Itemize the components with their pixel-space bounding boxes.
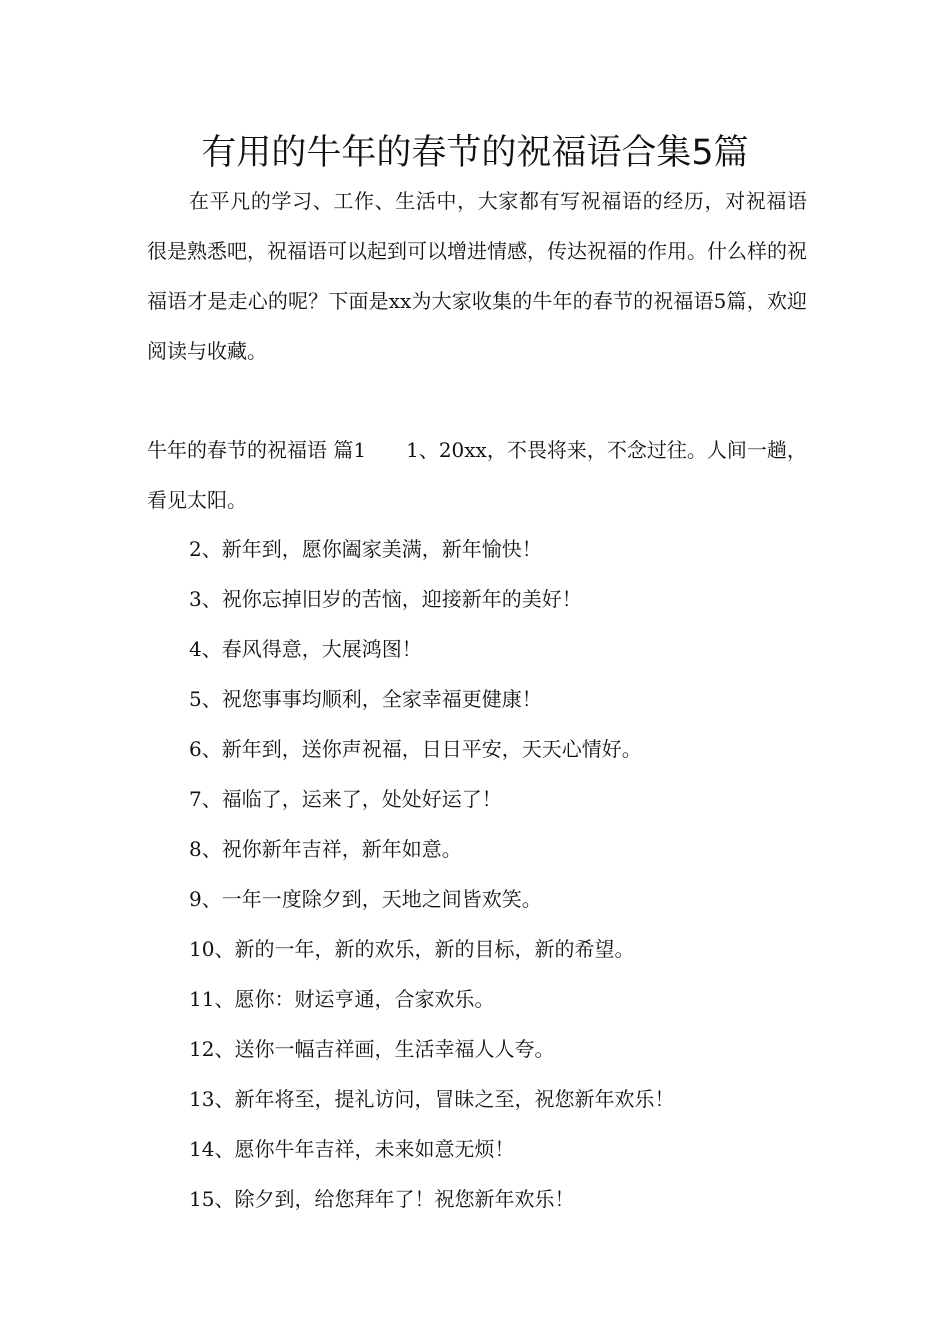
wish-item: 5、祝您事事均顺利，全家幸福更健康！: [189, 687, 542, 711]
wish-item: 3、祝你忘掉旧岁的苦恼，迎接新年的美好！: [189, 587, 582, 611]
wish-list: [147, 524, 807, 1224]
wish-item-1: 1、20xx，不畏将来，不念过往。人间一趟，看见太阳。: [147, 438, 807, 512]
wish-item: 10、新的一年，新的欢乐，新的目标，新的希望。: [189, 937, 635, 961]
wish-item: 11、愿你：财运亨通，合家欢乐。: [189, 987, 495, 1011]
wish-item: 6、新年到，送你声祝福，日日平安，天天心情好。: [189, 737, 642, 761]
wish-item: 4、春风得意，大展鸿图！: [189, 637, 422, 661]
wish-item: 14、愿你牛年吉祥，未来如意无烦！: [189, 1137, 515, 1161]
wish-item: 13、新年将至，提礼访问，冒昧之至，祝您新年欢乐！: [189, 1087, 675, 1111]
wish-item: 7、福临了，运来了，处处好运了！: [189, 787, 502, 811]
document-title: 有用的牛年的春节的祝福语合集5篇: [201, 133, 749, 173]
section-heading: 牛年的春节的祝福语 篇1: [147, 438, 367, 462]
wish-item: 12、送你一幅吉祥画，生活幸福人人夸。: [189, 1037, 555, 1061]
wish-item: 2、新年到，愿你阖家美满，新年愉快！: [189, 537, 542, 561]
wish-item: 15、除夕到，给您拜年了！祝您新年欢乐！: [189, 1187, 575, 1211]
intro-paragraph: 在平凡的学习、工作、生活中，大家都有写祝福语的经历，对祝福语很是熟悉吧，祝福语可以起到可以增进情感，传达祝福的作用。什么样的祝福语才是走心的呢？下面是xx为大家收集的牛年的春节的祝福语5篇，欢迎阅读与收藏。: [147, 189, 807, 363]
section-first-paragraph: [147, 425, 807, 525]
wish-item: 9、一年一度除夕到，天地之间皆欢笑。: [189, 887, 542, 911]
wish-item: 8、祝你新年吉祥，新年如意。: [189, 837, 462, 861]
